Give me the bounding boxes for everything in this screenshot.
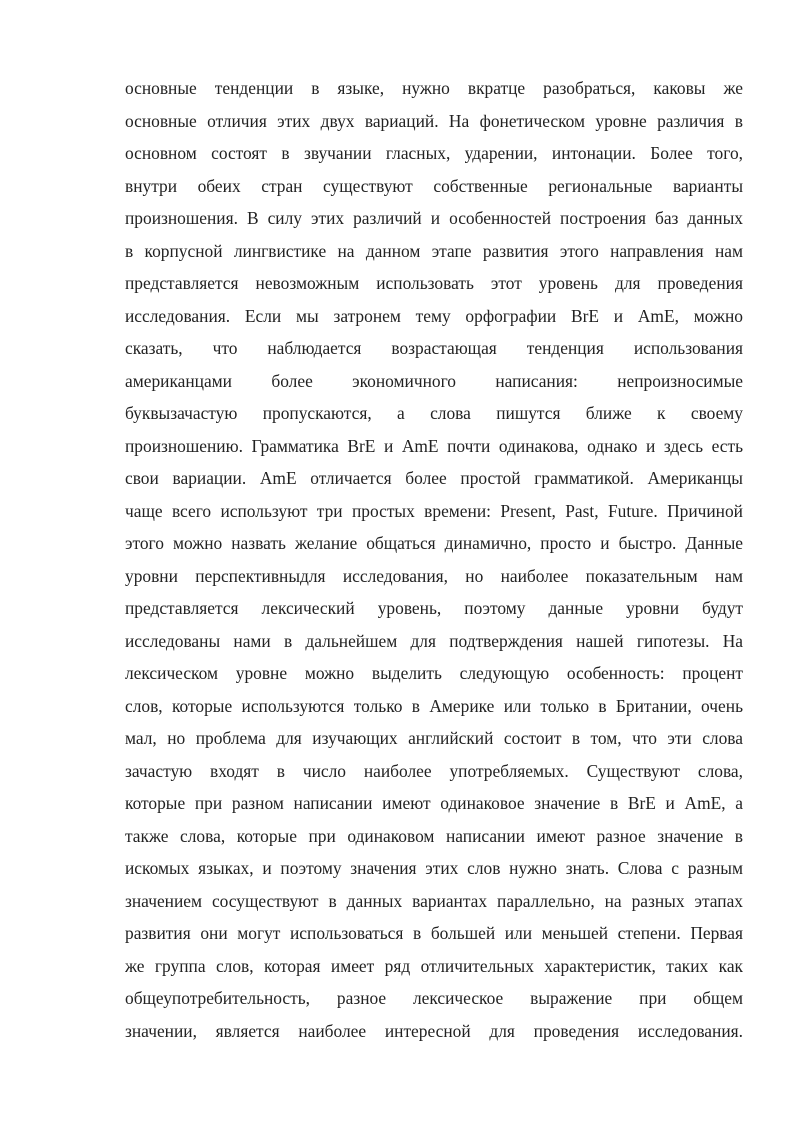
text-line: значением сосуществуют в данных вариантах параллельно, на разных этапах xyxy=(125,890,743,911)
text-line: слов, которые используются только в Америке или только в Британии, очень xyxy=(125,695,743,716)
text-line: внутри обеих стран существуют собственные региональные варианты xyxy=(125,175,743,196)
body-text xyxy=(125,72,743,1047)
text-line: исследования. Если мы затронем тему орфографии BrE и AmE, можно xyxy=(125,305,743,326)
text-line: которые при разном написании имеют одинаковое значение в BrE и AmE, а xyxy=(125,793,743,813)
text-line: произношения. В силу этих различий и особенностей построения баз данных xyxy=(125,208,743,228)
text-line: исследованы нами в дальнейшем для подтверждения нашей гипотезы. На xyxy=(125,630,743,651)
text-line: же группа слов, которая имеет ряд отличительных характеристик, таких как xyxy=(125,955,743,976)
text-line: чаще всего используют три простых времени: Present, Past, Future. Причиной xyxy=(125,500,743,521)
text-line: основном состоят в звучании гласных, ударении, интонации. Более того, xyxy=(125,143,743,163)
text-line: основные отличия этих двух вариаций. На фонетическом уровне различия в xyxy=(125,110,743,131)
text-line: уровни перспективныдля исследования, но наиболее показательным нам xyxy=(125,565,743,586)
text-line: свои вариации. AmE отличается более простой грамматикой. Американцы xyxy=(125,468,743,488)
text-line: сказать, что наблюдается возрастающая тенденция использования xyxy=(125,338,743,358)
text-line: общеупотребительность, разное лексическое выражение при общем xyxy=(125,988,743,1008)
text-line: основные тенденции в языке, нужно вкратце разобраться, каковы же xyxy=(125,78,743,98)
text-line: также слова, которые при одинаковом написании имеют разное значение в xyxy=(125,825,743,846)
text-line: искомых языках, и поэтому значения этих слов нужно знать. Слова с разным xyxy=(125,858,743,878)
text-line: в корпусной лингвистике на данном этапе развития этого направления нам xyxy=(125,240,743,261)
text-line: представляется лексический уровень, поэтому данные уровни будут xyxy=(125,598,743,618)
text-line: зачастую входят в число наиболее употребляемых. Существуют слова, xyxy=(125,760,743,781)
text-line: американцами более экономичного написания: непроизносимые xyxy=(125,370,743,391)
text-line: буквызачастую пропускаются, а слова пишутся ближе к своему xyxy=(125,403,743,423)
text-line: этого можно назвать желание общаться динамично, просто и быстро. Данные xyxy=(125,533,743,553)
text-line: представляется невозможным использовать этот уровень для проведения xyxy=(125,273,743,293)
text-line: лексическом уровне можно выделить следующую особенность: процент xyxy=(125,663,743,683)
text-line: мал, но проблема для изучающих английский состоит в том, что эти слова xyxy=(125,728,743,748)
text-line: развития они могут использоваться в большей или меньшей степени. Первая xyxy=(125,923,743,943)
text-line: произношению. Грамматика BrE и AmE почти одинакова, однако и здесь есть xyxy=(125,435,743,456)
text-line: значении, является наиболее интересной для проведения исследования. xyxy=(125,1020,743,1041)
